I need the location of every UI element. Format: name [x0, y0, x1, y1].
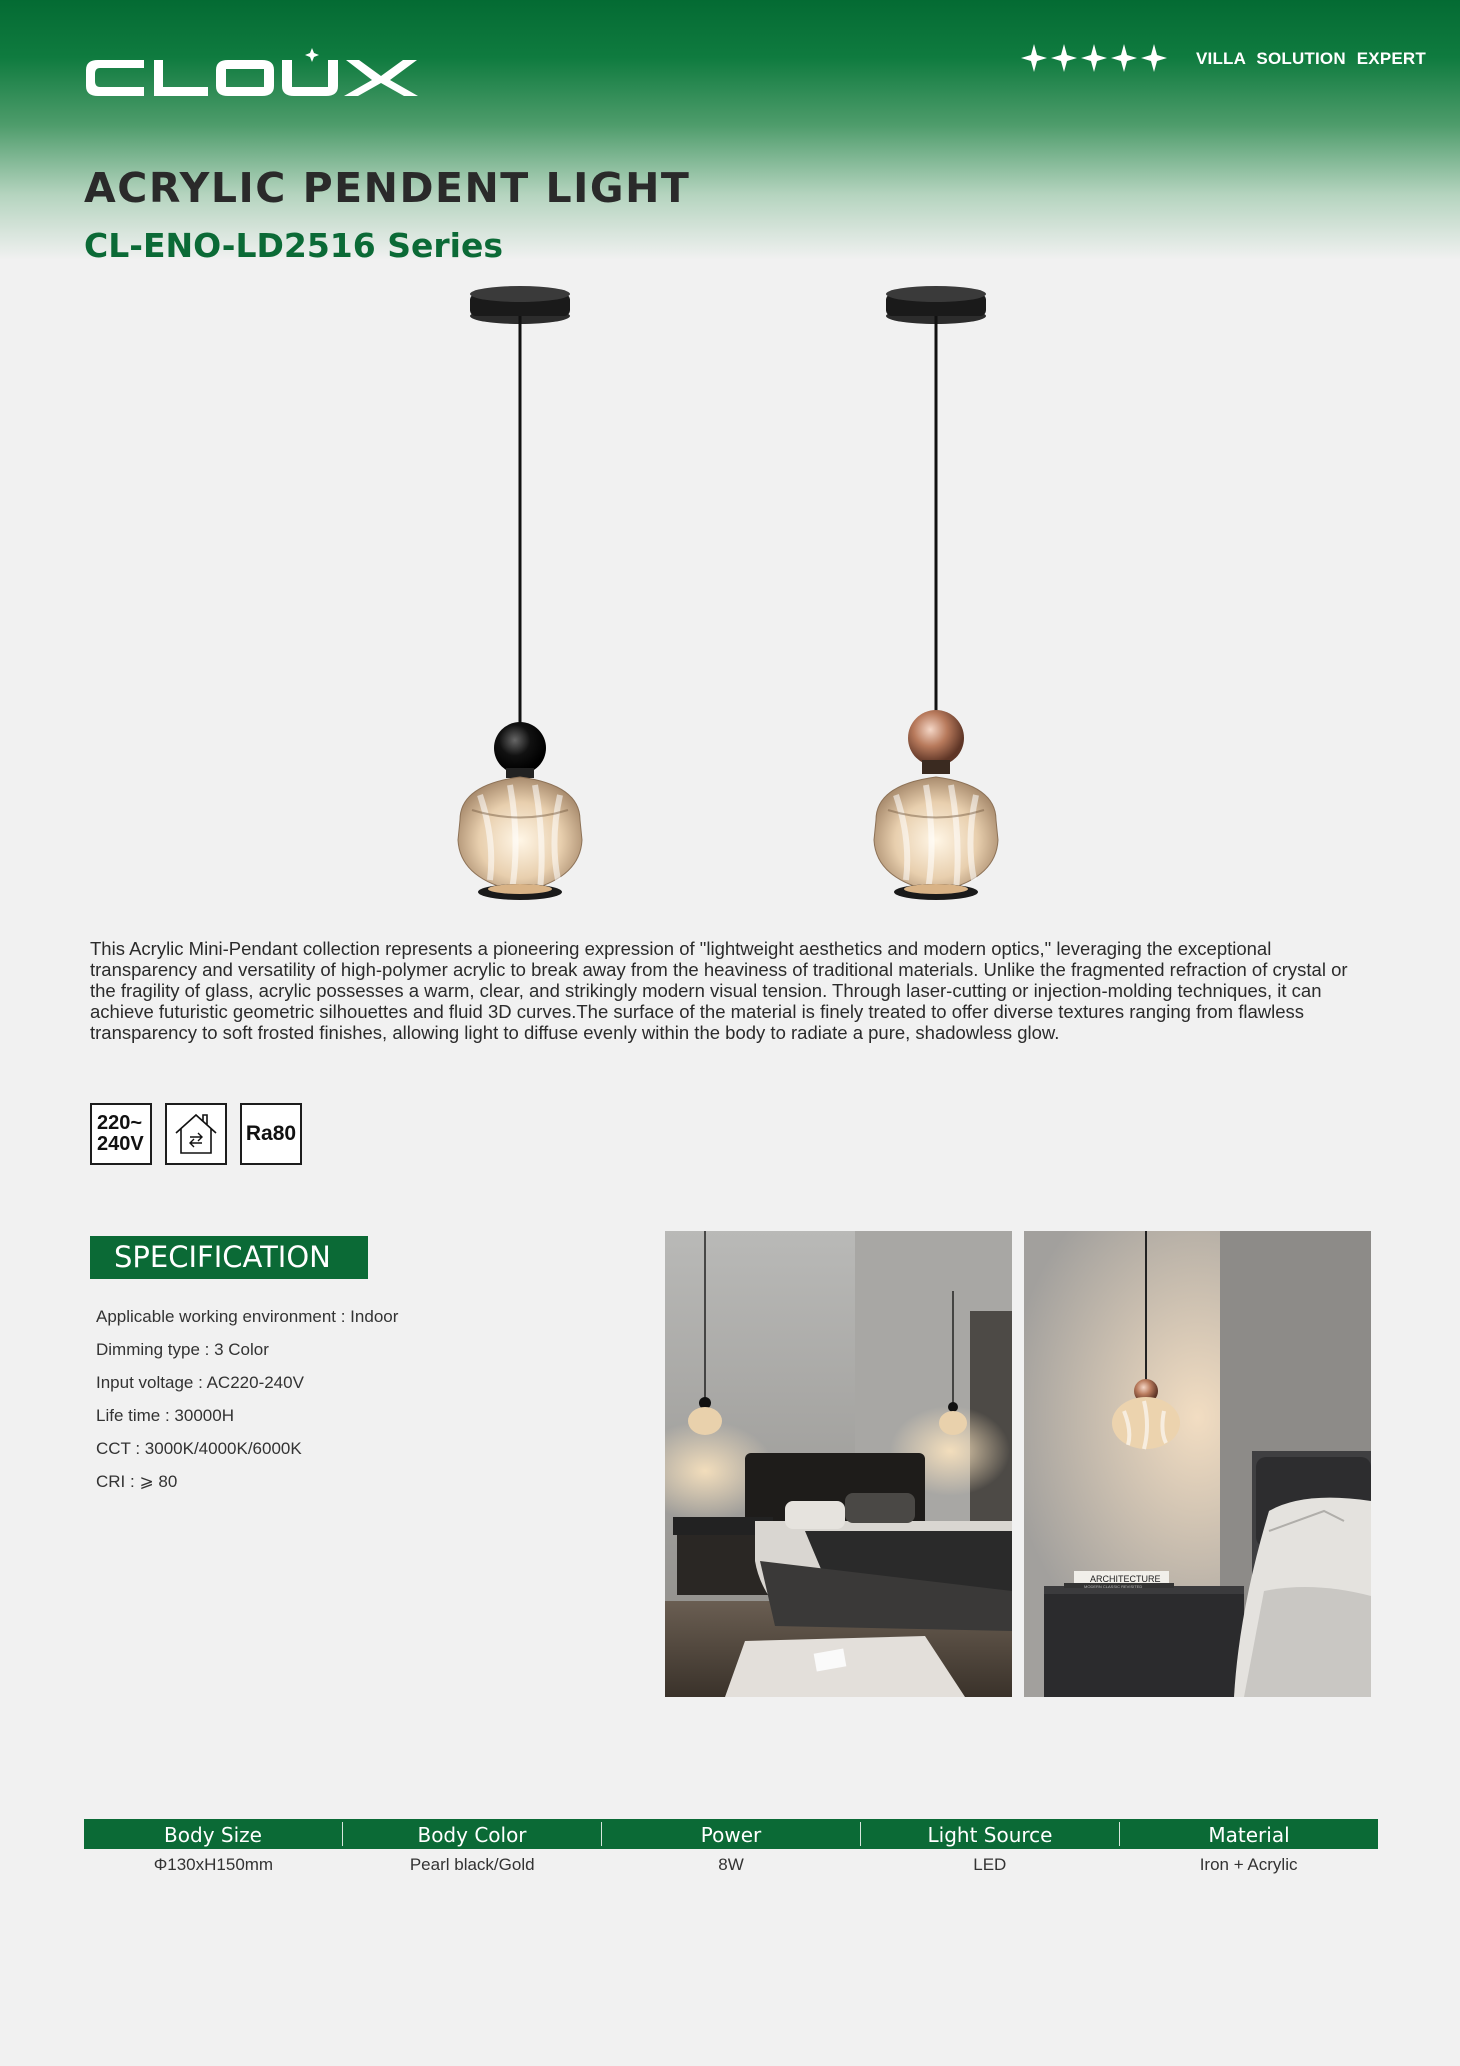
- table-cell: Iron + Acrylic: [1199, 1855, 1298, 1874]
- pendant-lamp-gold: [836, 280, 1036, 910]
- specification-heading: SPECIFICATION: [90, 1236, 368, 1279]
- spec-item: CRI : ⩾ 80: [96, 1472, 178, 1491]
- spec-item: Applicable working environment : Indoor: [96, 1307, 399, 1326]
- star-icon: [1080, 42, 1108, 74]
- table-header-cell: Light Source: [861, 1822, 1120, 1846]
- table-cell: LED: [973, 1855, 1007, 1874]
- spec-item: Input voltage : AC220-240V: [96, 1373, 304, 1392]
- page-title: ACRYLIC PENDENT LIGHT: [84, 164, 691, 212]
- spec-table-row: [84, 1855, 1378, 1875]
- book-subtitle: MODERN CLASSIC REVISITED: [1084, 1584, 1143, 1589]
- rating-stars: [1020, 42, 1168, 74]
- table-cell: Φ130xH150mm: [153, 1855, 274, 1874]
- table-header-cell: Body Color: [343, 1822, 602, 1846]
- spec-item: Dimming type : 3 Color: [96, 1340, 269, 1359]
- specification-list: [96, 1300, 398, 1498]
- spec-item: Life time : 30000H: [96, 1406, 234, 1425]
- table-header-cell: Power: [602, 1822, 861, 1846]
- header-background: [0, 0, 1460, 260]
- spec-table-header: [84, 1819, 1378, 1849]
- bedroom-scene-photo: [665, 1231, 1012, 1697]
- spec-item: CCT : 3000K/4000K/6000K: [96, 1439, 302, 1458]
- voltage-badge-line2: 240V: [97, 1133, 144, 1155]
- series-subtitle: CL-ENO-LD2516 Series: [84, 226, 503, 265]
- tagline: VILLA SOLUTION EXPERT: [1196, 49, 1426, 68]
- voltage-badge: [90, 1103, 152, 1165]
- star-icon: [1110, 42, 1138, 74]
- star-icon: [1020, 42, 1048, 74]
- pendant-lamp-black: [420, 280, 620, 910]
- table-header-cell: Material: [1208, 1823, 1290, 1847]
- nightstand-scene-photo: [1024, 1231, 1371, 1697]
- table-cell: 8W: [718, 1855, 744, 1874]
- product-description: This Acrylic Mini-Pendant collection represents a pioneering expression of "lightweight aesthetics and modern optics," leveraging the exceptional transparency and versatility of high-polymer acrylic to break away from the heaviness of traditional materials. Unlike the fragmented refraction of crystal or the fragility of glass, acrylic possesses a warm, clear, and strikingly modern visual tension. Through laser-cutting or injection-molding techniques, it can achieve futuristic geometric silhouettes and fluid 3D curves.The surface of the material is finely treated to offer diverse textures ranging from flawless transparency to soft frosted finishes, allowing light to diffuse evenly within the body to radiate a pure, shadowless glow.: [90, 938, 1348, 1043]
- cri-badge: Ra80: [240, 1103, 302, 1165]
- star-icon: [1140, 42, 1168, 74]
- voltage-badge-line1: 220~: [97, 1112, 143, 1134]
- star-icon: [1050, 42, 1078, 74]
- cloux-logo: [84, 44, 438, 104]
- indoor-house-icon: [172, 1111, 220, 1157]
- book-title: ARCHITECTURE: [1090, 1574, 1161, 1584]
- indoor-badge: [165, 1103, 227, 1165]
- table-header-cell: Body Size: [84, 1822, 343, 1846]
- table-cell: Pearl black/Gold: [409, 1855, 535, 1874]
